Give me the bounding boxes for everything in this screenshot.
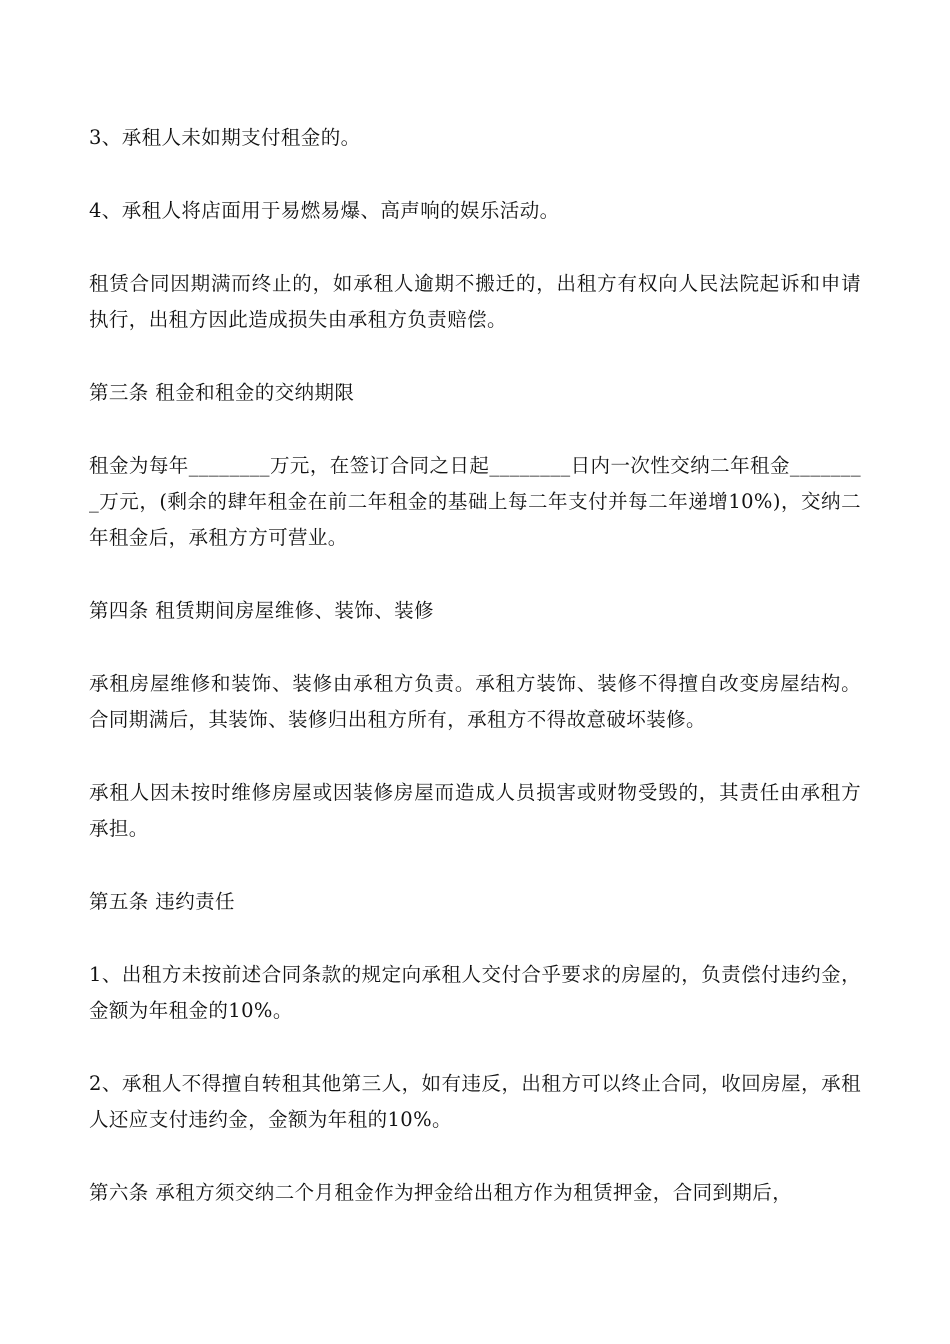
- article-4-heading: 第四条 租赁期间房屋维修、装饰、装修: [89, 599, 434, 622]
- termination-paragraph: 租赁合同因期满而终止的，如承租人逾期不搬迁的，出租方有权向人民法院起诉和申请执行，出租方因此造成损失由承租方负责赔偿。: [89, 272, 861, 331]
- maintenance-paragraph: 承租房屋维修和装饰、装修由承租方负责。承租方装饰、装修不得擅自改变房屋结构。合同期满后，其装饰、装修归出租方所有，承租方不得故意破坏装修。: [89, 672, 861, 731]
- liability-paragraph: 承租人因未按时维修房屋或因装修房屋而造成人员损害或财物受毁的，其责任由承租方承担。: [89, 781, 861, 840]
- breach-item-1: 1、出租方未按前述合同条款的规定向承租人交付合乎要求的房屋的，负责偿付违约金，金额为年租金的10%。: [89, 963, 861, 1022]
- article-6-paragraph: 第六条 承租方须交纳二个月租金作为押金给出租方作为租赁押金，合同到期后，: [89, 1181, 793, 1204]
- article-5-heading: 第五条 违约责任: [89, 890, 235, 913]
- clause-item-3: 3、承租人未如期支付租金的。: [89, 126, 361, 149]
- document-body: [89, 120, 861, 1248]
- article-3-heading: 第三条 租金和租金的交纳期限: [89, 381, 355, 404]
- breach-item-2: 2、承租人不得擅自转租其他第三人，如有违反，出租方可以终止合同，收回房屋，承租人还应支付违约金，金额为年租的10%。: [89, 1072, 861, 1131]
- clause-item-4: 4、承租人将店面用于易燃易爆、高声响的娱乐活动。: [89, 199, 560, 222]
- rent-paragraph: 租金为每年________万元，在签订合同之日起________日内一次性交纳二年租金________万元，(剩余的肆年租金在前二年租金的基础上每二年支付并每二年递增10%)，交纳二年租金后，承租方方可营业。: [89, 454, 861, 549]
